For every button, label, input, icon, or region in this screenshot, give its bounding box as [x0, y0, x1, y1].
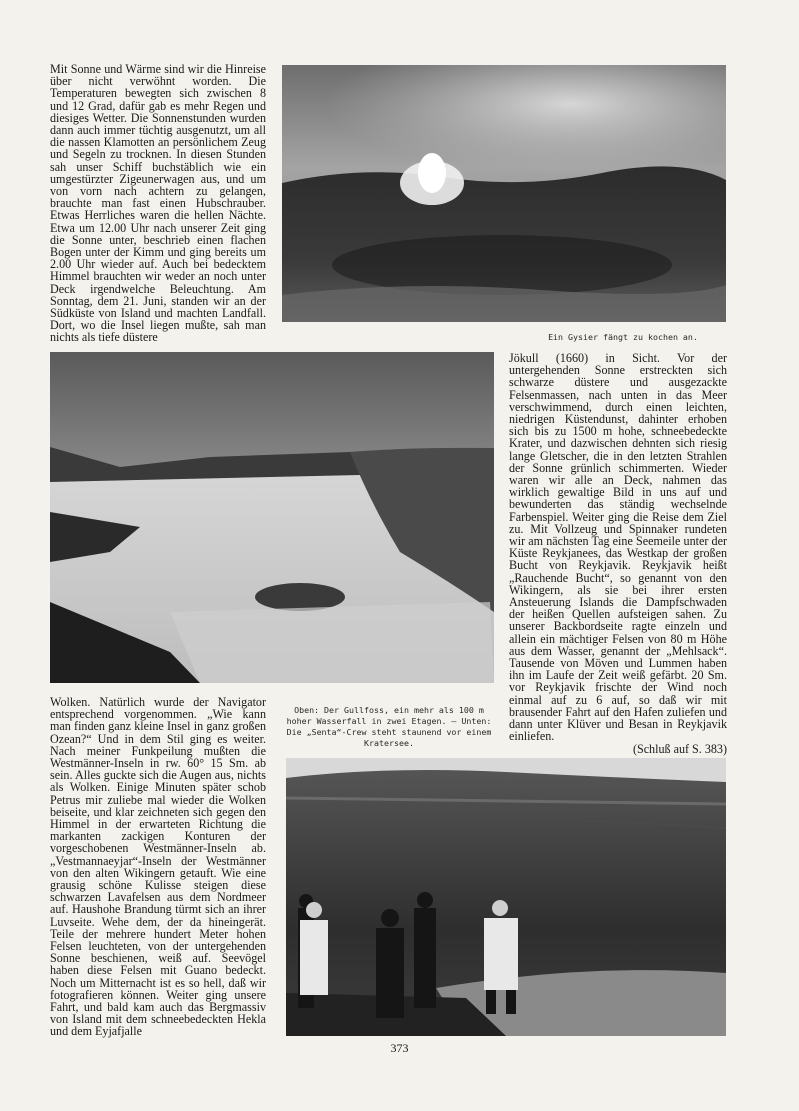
gullfoss-caption: Oben: Der Gullfoss, ein mehr als 100 m hoher Wasserfall in zwei Etagen. — Unten: Die „Senta“-Crew steht staunend vor einem Kratersee.	[286, 705, 492, 748]
geyser-caption: Ein Gysier fängt zu kochen an.	[548, 332, 698, 342]
page-number: 373	[390, 1041, 409, 1055]
paragraph-hinreise: Mit Sonne und Wärme sind wir die Hinreise über nicht verwöhnt worden. Die Temperaturen bewegten sich zwischen 8 und 12 Grad, dafür gab es mehr Regen und diesiges Wetter. Die Sonnenstunden wurden dann auch immer tüchtig ausgenutzt, um all die nassen Klamotten an persönlichem Zeug und Segeln zu trocknen. In diesen Stunden sah unser Schiff buchstäblich wie ein umgestürzter Zigeunerwagen aus, und um von vorn nach achtern zu gelangen, brauchte man fast einen Hubschrauber. Etwas Herrliches waren die hellen Nächte. Etwa um 12.00 Uhr nach unserer Zeit ging die Sonne unter, beschrieb einen flachen Bogen unter der Kimm und ging bereits um 2.00 Uhr wieder auf. Auch bei bedecktem Himmel brauchten wir weder an noch unter Deck irgendwelche Beleuchtung. Am Sonntag, dem 21. Juni, standen wir an der Südküste von Island und machten Landfall. Dort, wo die Insel liegen mußte, sah man nichts als tiefe düstere	[50, 62, 266, 345]
text-column-right	[509, 352, 727, 755]
geyser-photo	[282, 65, 726, 322]
text-column-bottom-left	[50, 696, 266, 1038]
text-column-top-left	[50, 63, 266, 344]
crater-photo	[286, 758, 726, 1036]
paragraph-joekull: Jökull (1660) in Sicht. Vor der untergehenden Sonne erstreckten sich schwarze düstere und ausgezackte Felsenmassen, nach unten in das Meer verschwimmend, durch einen leichten, niedrigen Küstendunst, dahinter erhoben sich bis zu 1500 m hohe, schneebedeckte Krater, und dazwischen dehnten sich riesig lange Gletscher, die in den letzten Strahlen der Sonne grünlich schimmerten. Wieder waren wir alle an Deck, nahmen das wirklich gewaltige Bild in uns auf und bewunderten das ständig wechselnde Farbenspiel. Weiter ging die Reise dem Ziel zu. Mit Vollzeug und Spinnaker rundeten wir am nächsten Tag eine Seemeile unter der Küste Reykjanees, das Westkap der großen Bucht von Reykjavik. Reykjavik heißt „Rauchende Bucht“, so genannt von den Wikingern, als sie bei ihrer ersten Ansteuerung Islands die Dampfschwaden der heißen Quellen aufsteigen sahen. Zu unserer Backbordseite ragte einzeln und allein ein mächtiger Felsen von 80 m Höhe aus dem Wasser, genannt der „Mehlsack“. Tausende von Möven und Lummen haben ihn im Laufe der Zeit weiß gefärbt. 20 Sm. vor Reykjavik frischte der Wind noch einmal auf zu 6 auf, so daß wir mit brausender Fahrt auf den Hafen zuliefen und dann unter Klüver und Besan in Reykjavik einliefen.	[509, 351, 727, 744]
gullfoss-photo	[50, 352, 494, 683]
paragraph-wolken: Wolken. Natürlich wurde der Navigator entsprechend vorgenommen. „Wie kann man finden ganz kleine Insel in ganz großen Ozean?“ Und in dem Stil ging es weiter. Nach meiner Funkpeilung mußten die Westmänner-Inseln in rw. 60° 15 Sm. ab sein. Alles guckte sich die Augen aus, nichts als Wolken. Einige Minuten später schob Petrus mir zuliebe mal wieder die Wolken beiseite, und klar zeichneten sich gegen den Himmel in der erwarteten Richtung die markanten zackigen Konturen der vorgeschobenen Westmänner-Inseln ab. „Vestmannaeyjar“-Inseln der Westmänner von den alten Wikingern getauft. Wie eine grausig schöne Kulisse steigen diese schwarzen Lavafelsen aus dem Nordmeer auf. Haushohe Brandung türmt sich an ihrer Luvseite. Wehe dem, der da hineingerät. Teile der mehrere hundert Meter hohen Felsen leuchteten, von der untergehenden Sonne beschienen, weiß auf. Seevögel haben diese Felsen mit Guano bedeckt. Noch um Mitternacht ist es so hell, daß wir fotografieren können. Weiter ging unsere Fahrt, und bald kam auch das Bergmassiv von Island mit dem schneebedeckten Hekla und dem Eyjafjalle	[50, 695, 266, 1039]
continued-note: (Schluß auf S. 383)	[632, 741, 727, 756]
